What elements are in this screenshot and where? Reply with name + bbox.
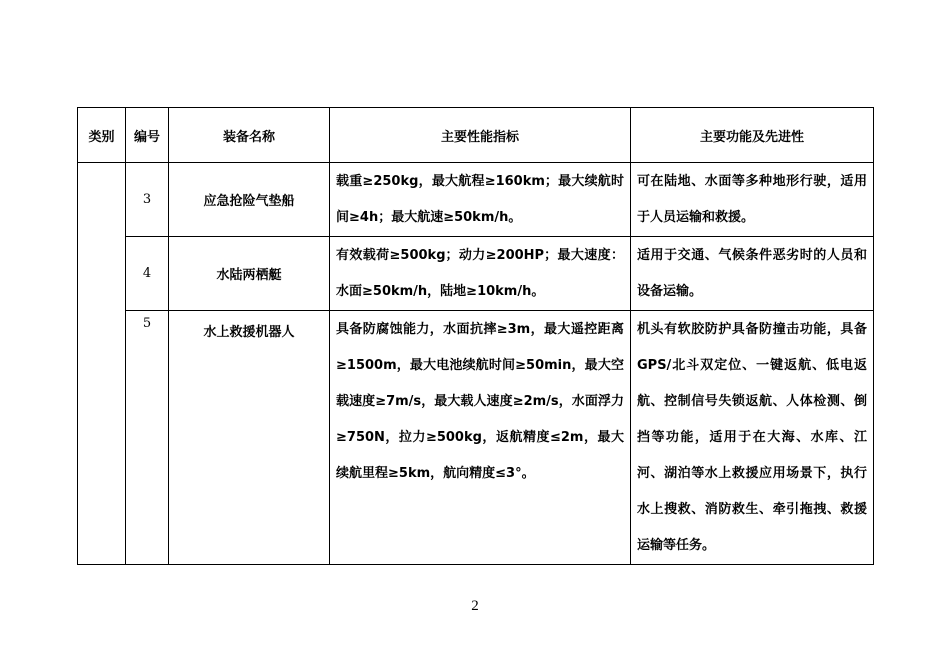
row-number: 5: [126, 311, 169, 565]
equipment-name: 应急抢险气垫船: [169, 163, 330, 237]
equipment-functions: 适用于交通、气候条件恶劣时的人员和设备运输。: [631, 237, 874, 311]
table-row: [78, 311, 874, 565]
header-category: 类别: [78, 108, 126, 163]
header-specs: 主要性能指标: [330, 108, 631, 163]
row-number: 4: [126, 237, 169, 311]
equipment-specs: 载重≥250kg，最大航程≥160km；最大续航时间≥4h；最大航速≥50km/h。: [330, 163, 631, 237]
header-name: 装备名称: [169, 108, 330, 163]
equipment-specs: 有效载荷≥500kg；动力≥200HP；最大速度：水面≥50km/h，陆地≥10km/h。: [330, 237, 631, 311]
header-number: 编号: [126, 108, 169, 163]
equipment-functions: 机头有软胶防护具备防撞击功能，具备GPS/北斗双定位、一键返航、低电返航、控制信号失锁返航、人体检测、倒挡等功能，适用于在大海、水库、江河、湖泊等水上救援应用场景下，执行水上搜救、消防救生、牵引拖拽、救援运输等任务。: [631, 311, 874, 565]
page-number: 2: [471, 598, 479, 614]
category-cell: [78, 163, 126, 565]
equipment-functions: 可在陆地、水面等多种地形行驶，适用于人员运输和救援。: [631, 163, 874, 237]
equipment-name: 水上救援机器人: [169, 311, 330, 565]
equipment-specs: 具备防腐蚀能力，水面抗摔≥3m，最大遥控距离≥1500m，最大电池续航时间≥50min，最大空载速度≥7m/s，最大载人速度≥2m/s，水面浮力≥750N，拉力≥500kg，返航精度≤2m，最大续航里程≥5km，航向精度≤3°。: [330, 311, 631, 565]
table-row: [78, 237, 874, 311]
header-functions: 主要功能及先进性: [631, 108, 874, 163]
equipment-table: [77, 107, 874, 565]
table-row: [78, 163, 874, 237]
row-number: 3: [126, 163, 169, 237]
table-header-row: [78, 108, 874, 163]
equipment-name: 水陆两栖艇: [169, 237, 330, 311]
